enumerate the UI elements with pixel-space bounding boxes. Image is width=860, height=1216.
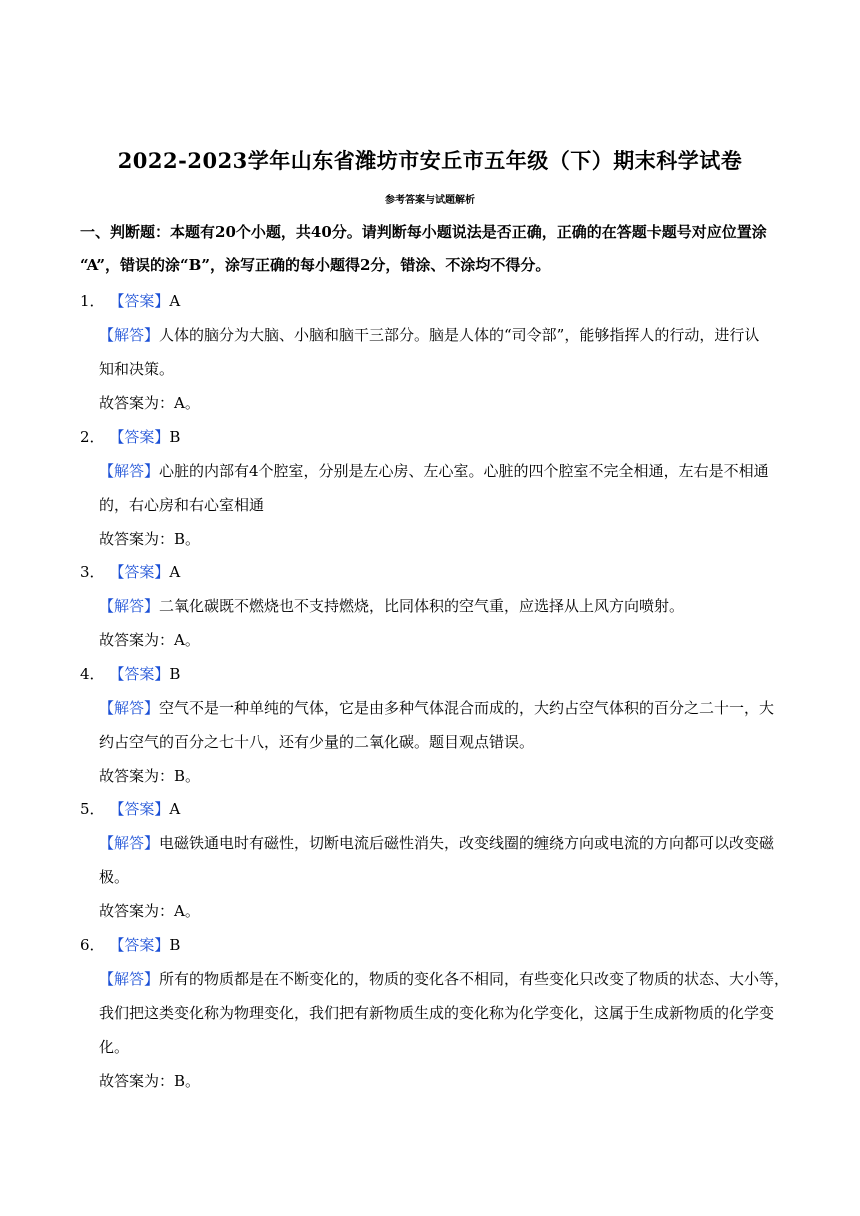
item-4-answer-line [80,663,180,684]
answer-tag: 【答案】 [109,800,170,818]
explain-text: 所有的物质都是在不断变化的，物质的变化各不相同，有些变化只改变了物质的状态、大小等， [159,970,790,988]
item-number: 6． [80,936,105,954]
item-3-explain-line-1 [99,595,684,616]
explain-text: 电磁铁通电时有磁性，切断电流后磁性消失，改变线圈的缠绕方向或电流的方向都可以改变磁 [159,834,775,852]
explain-text: 心脏的内部有4个腔室，分别是左心房、左心室。心脏的四个腔室不完全相通，左右是不相通 [159,462,769,480]
item-5-conclusion: 故答案为：A。 [99,902,200,920]
item-2-conclusion: 故答案为：B。 [99,530,201,548]
explain-text: 空气不是一种单纯的气体，它是由多种气体混合而成的，大约占空气体积的百分之二十一，大 [159,699,775,717]
answer-tag: 【答案】 [109,665,170,683]
answer-value: B [169,428,181,446]
explain-text: 人体的脑分为大脑、小脑和脑干三部分。脑是人体的“司令部”，能够指挥人的行动，进行认 [159,326,760,344]
item-6-conclusion: 故答案为：B。 [99,1072,201,1090]
item-6-answer-line [80,934,180,955]
item-6-explain-line-1 [99,968,789,989]
item-2-explain-line-2: 的，右心房和右心室相通 [99,496,265,514]
section-heading-line-2: “A”，错误的涂“B”，涂写正确的每小题得2分，错涂、不涂均不得分。 [80,256,551,274]
item-1-explain-line-2: 知和决策。 [99,360,175,378]
answer-value: B [169,665,181,683]
explain-tag: 【解答】 [99,326,160,344]
answer-tag: 【答案】 [109,292,170,310]
page-title: 2022-2023学年山东省潍坊市安丘市五年级（下）期末科学试卷 [117,148,743,173]
explain-tag: 【解答】 [99,970,160,988]
explain-tag: 【解答】 [99,462,160,480]
item-4-explain-line-1 [99,697,774,718]
answer-tag: 【答案】 [109,563,170,581]
explain-tag: 【解答】 [99,597,160,615]
item-number: 4． [80,665,105,683]
item-5-explain-line-2: 极。 [99,868,130,886]
item-4-explain-line-2: 约占空气的百分之七十八，还有少量的二氧化碳。题目观点错误。 [99,733,535,751]
item-number: 3． [80,563,105,581]
section-heading-line-1: 一、判断题：本题有20个小题，共40分。请判断每小题说法是否正确，正确的在答题卡题号对应位置涂 [80,223,767,241]
item-5-explain-line-1 [99,832,774,853]
item-3-answer-line [80,561,180,582]
item-number: 2． [80,428,105,446]
answer-value: B [169,936,181,954]
item-6-explain-line-2: 我们把这类变化称为物理变化，我们把有新物质生成的变化称为化学变化，这属于生成新物质的化学变 [99,1004,775,1022]
item-6-explain-line-3: 化。 [99,1038,130,1056]
explain-tag: 【解答】 [99,699,160,717]
answer-tag: 【答案】 [109,428,170,446]
section-heading [80,216,790,282]
item-5-answer-line [80,798,180,819]
answer-value: A [169,563,181,581]
item-2-answer-line [80,426,180,447]
answer-value: A [169,800,181,818]
explain-text: 二氧化碳既不燃烧也不支持燃烧，比同体积的空气重，应选择从上风方向喷射。 [159,597,685,615]
item-number: 1． [80,292,105,310]
item-1-conclusion: 故答案为：A。 [99,394,200,412]
item-number: 5． [80,800,105,818]
item-2-explain-line-1 [99,460,769,481]
item-3-conclusion: 故答案为：A。 [99,631,200,649]
page-subtitle: 参考答案与试题解析 [385,195,475,206]
item-4-conclusion: 故答案为：B。 [99,767,201,785]
item-1-answer-line [80,290,180,311]
answer-value: A [169,292,181,310]
explain-tag: 【解答】 [99,834,160,852]
item-1-explain-line-1 [99,324,759,345]
answer-tag: 【答案】 [109,936,170,954]
